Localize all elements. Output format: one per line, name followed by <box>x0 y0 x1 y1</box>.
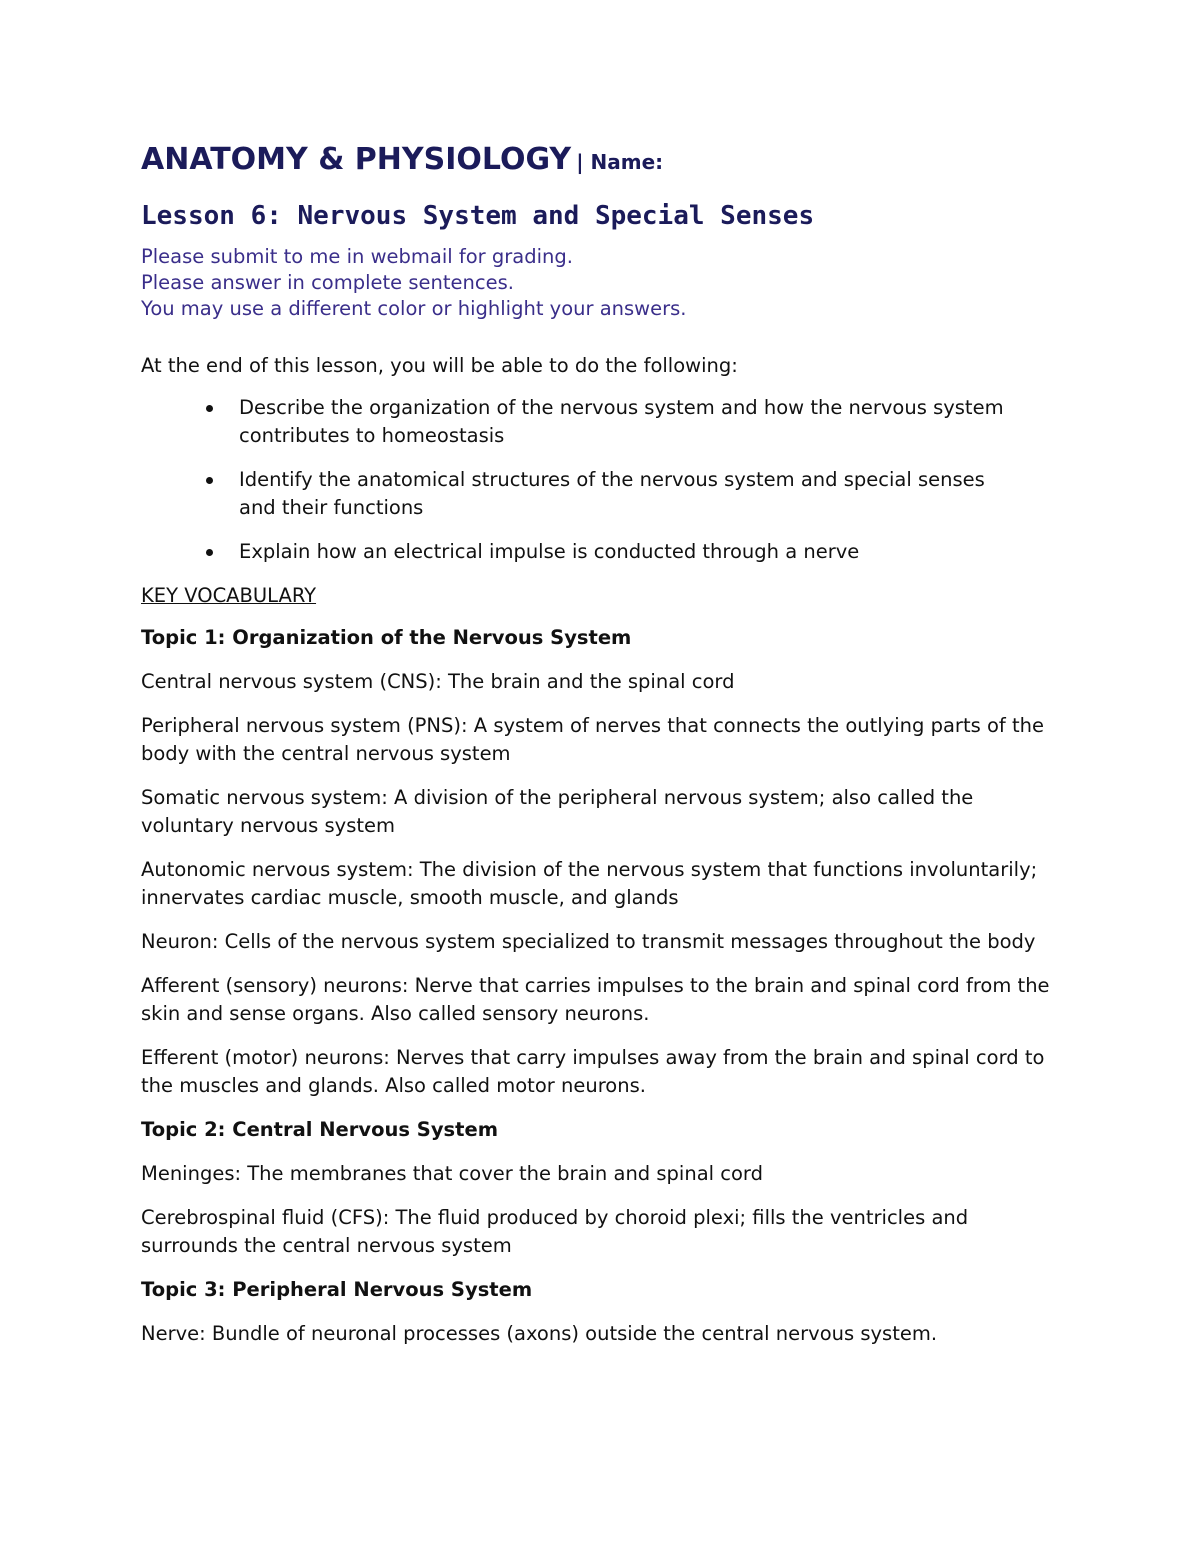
objective-text: Explain how an electrical impulse is conducted through a nerve <box>239 540 860 563</box>
lesson-title: Lesson 6: Nervous System and Special Senses <box>141 201 815 231</box>
vocab-term: Neuron: Cells of the nervous system specialized to transmit messages throughout the body <box>141 930 1036 953</box>
bullet-icon <box>206 477 213 484</box>
vocab-term: Somatic nervous system: A division of the peripheral nervous system; also called the voluntary nervous system <box>141 786 974 837</box>
topic-heading: Topic 3: Peripheral Nervous System <box>141 1278 533 1301</box>
vocab-term: Central nervous system (CNS): The brain and the spinal cord <box>141 670 735 693</box>
vocab-term: Efferent (motor) neurons: Nerves that carry impulses away from the brain and spinal cord to the muscles and glands. Also called motor neurons. <box>141 1046 1045 1097</box>
vocab-term: Meninges: The membranes that cover the brain and spinal cord <box>141 1162 763 1185</box>
vocab-term: Cerebrospinal fluid (CFS): The fluid produced by choroid plexi; fills the ventricles and surrounds the central nervous system <box>141 1206 969 1257</box>
instruction-line: Please answer in complete sentences. <box>141 271 514 294</box>
instructions <box>141 244 1061 322</box>
topic-heading: Topic 2: Central Nervous System <box>141 1118 499 1141</box>
key-vocabulary-heading: KEY VOCABULARY <box>141 584 317 607</box>
bullet-icon <box>206 405 213 412</box>
vocab-term: Peripheral nervous system (PNS): A system of nerves that connects the outlying parts of the body with the central nervous system <box>141 714 1044 765</box>
objectives-list <box>141 394 1061 566</box>
objective-item <box>239 538 1061 566</box>
objective-item <box>239 466 1061 522</box>
document-title: ANATOMY & PHYSIOLOGY <box>141 142 572 177</box>
objectives-intro: At the end of this lesson, you will be able to do the following: <box>141 354 738 377</box>
topic-heading: Topic 1: Organization of the Nervous System <box>141 626 632 649</box>
objective-text: Identify the anatomical structures of the nervous system and special senses and their functions <box>239 468 985 519</box>
vocab-term: Afferent (sensory) neurons: Nerve that carries impulses to the brain and spinal cord from the skin and sense organs. Also called sensory neurons. <box>141 974 1050 1025</box>
objective-text: Describe the organization of the nervous system and how the nervous system contributes to homeostasis <box>239 396 1004 447</box>
objective-item <box>239 394 1061 450</box>
document-page <box>141 138 1061 1364</box>
vocab-term: Nerve: Bundle of neuronal processes (axons) outside the central nervous system. <box>141 1322 938 1345</box>
bullet-icon <box>206 549 213 556</box>
instruction-line: Please submit to me in webmail for grading. <box>141 245 573 268</box>
vocab-term: Autonomic nervous system: The division of the nervous system that functions involuntarily; innervates cardiac muscle, smooth muscle, and glands <box>141 858 1038 909</box>
instruction-line: You may use a different color or highlight your answers. <box>141 297 687 320</box>
document-title-line <box>141 138 1061 186</box>
name-label: | Name: <box>576 150 664 174</box>
